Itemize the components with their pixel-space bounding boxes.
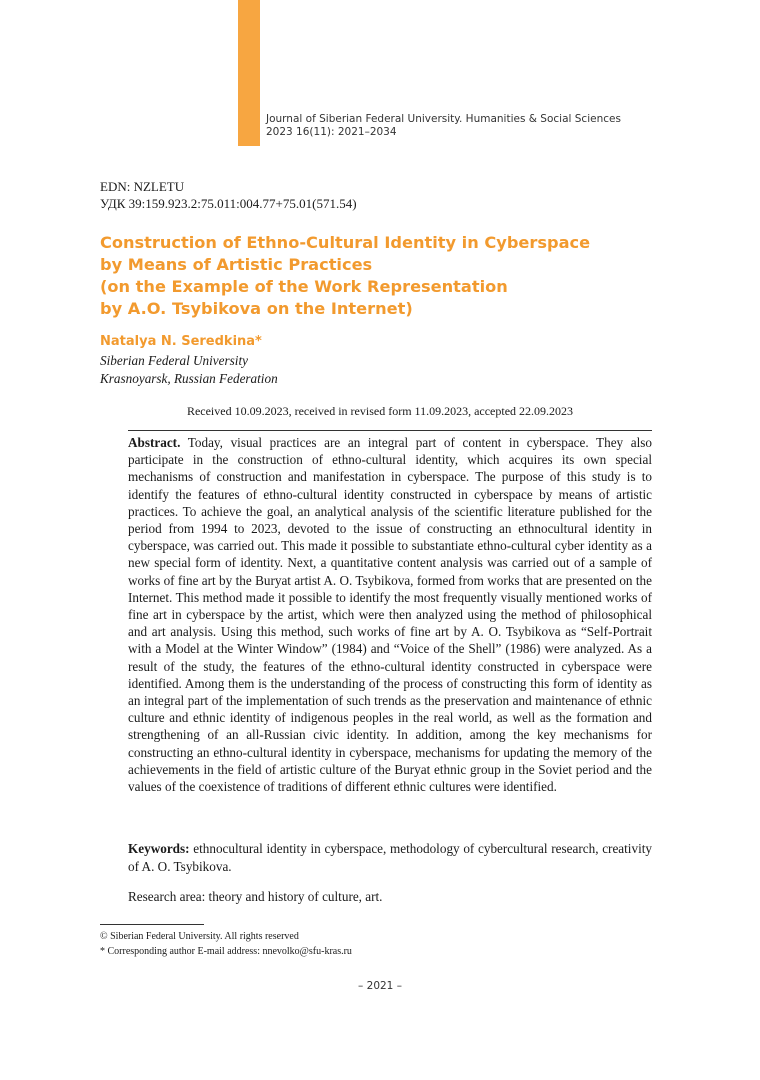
journal-header: [266, 113, 621, 139]
footnote-divider: [100, 924, 204, 925]
abstract-divider: [128, 430, 652, 431]
title-line: by Means of Artistic Practices: [100, 255, 373, 274]
abstract-label: Abstract.: [128, 435, 181, 450]
keywords-label: Keywords:: [128, 841, 190, 856]
keywords-text: ethnocultural identity in cyberspace, methodology of cybercultural research, creativity of A. O. Tsybikova.: [128, 841, 652, 874]
edn-code: EDN: NZLETU: [100, 179, 185, 194]
article-identifiers: [100, 178, 357, 212]
research-area: Research area: theory and history of culture, art.: [128, 889, 383, 904]
abstract: [128, 434, 652, 795]
received-dates: Received 10.09.2023, received in revised form 11.09.2023, accepted 22.09.2023: [186, 404, 574, 418]
page-number: – 2021 –: [358, 980, 402, 992]
article-title: [100, 232, 660, 320]
keywords: [128, 840, 652, 875]
title-line: (on the Example of the Work Representation: [100, 277, 508, 296]
abstract-text: Today, visual practices are an integral part of content in cyberspace. They also participate in the construction of ethno-cultural identity, which acquires its own special mechanisms of construction and manifestation in cyberspace. The purpose of this study is to identify the features of ethno-cultural identity constructed in cyberspace by means of artistic practices. To achieve the goal, an analytical analysis of the scientific literature published for the period from 1994 to 2023, devoted to the issue of constructing an ethnocultural identity in cyberspace, was carried out. This made it possible to substantiate ethno-cultural cyber identity as a new special form of identity. Next, a quantitative content analysis was carried out of a sample of works of fine art by the Buryat artist A. O. Tsybikova, formed from works that are presented on the Internet. This method made it possible to identify the most frequently visually mentioned works of fine art in cyberspace by the artist, which were then analyzed using the method of philosophical and art analysis. Using this method, such works of fine art by A. O. Tsybikova as “Self-Portrait with a Model at the Winter Window” (1984) and “Voice of the Shell” (1986) were analyzed. As a result of the study, the features of the ethno-cultural identity constructed in cyberspace were identified. Among them is the understanding of the process of constructing this form of identity as an integral part of the implementation of such trends as the preservation and maintenance of ethnic culture and ethnic identity of indigenous peoples in the real world, as well as the formation and strengthening of an all-Russian civic identity. In addition, among the key mechanisms for constructing an ethno-cultural identity in cyberspace, mechanisms for updating the memory of the achievements in the field of artistic culture of the Buryat ethnic group in the Soviet period and the values of the coexistence of traditions of different ethnic cultures were identified.: [128, 435, 652, 795]
title-line: Construction of Ethno-Cultural Identity in Cyberspace: [100, 233, 591, 252]
journal-accent-bar: [238, 0, 260, 146]
author-affiliation: [100, 352, 278, 388]
author-name: Natalya N. Seredkina*: [100, 334, 262, 349]
copyright-note: © Siberian Federal University. All rights reserved: [100, 931, 299, 942]
footnotes: [100, 929, 352, 959]
journal-name: Journal of Siberian Federal University. Humanities & Social Sciences: [266, 113, 621, 125]
journal-volume: 2023 16(11): 2021–2034: [266, 126, 397, 138]
udk-code: УДК 39:159.923.2:75.011:004.77+75.01(571.54): [100, 196, 357, 211]
title-line: by A.O. Tsybikova on the Internet): [100, 299, 413, 318]
corresponding-author-note: * Corresponding author E-mail address: nnevolko@sfu-kras.ru: [100, 946, 352, 957]
affiliation-university: Siberian Federal University: [100, 353, 248, 368]
affiliation-location: Krasnoyarsk, Russian Federation: [100, 371, 278, 386]
